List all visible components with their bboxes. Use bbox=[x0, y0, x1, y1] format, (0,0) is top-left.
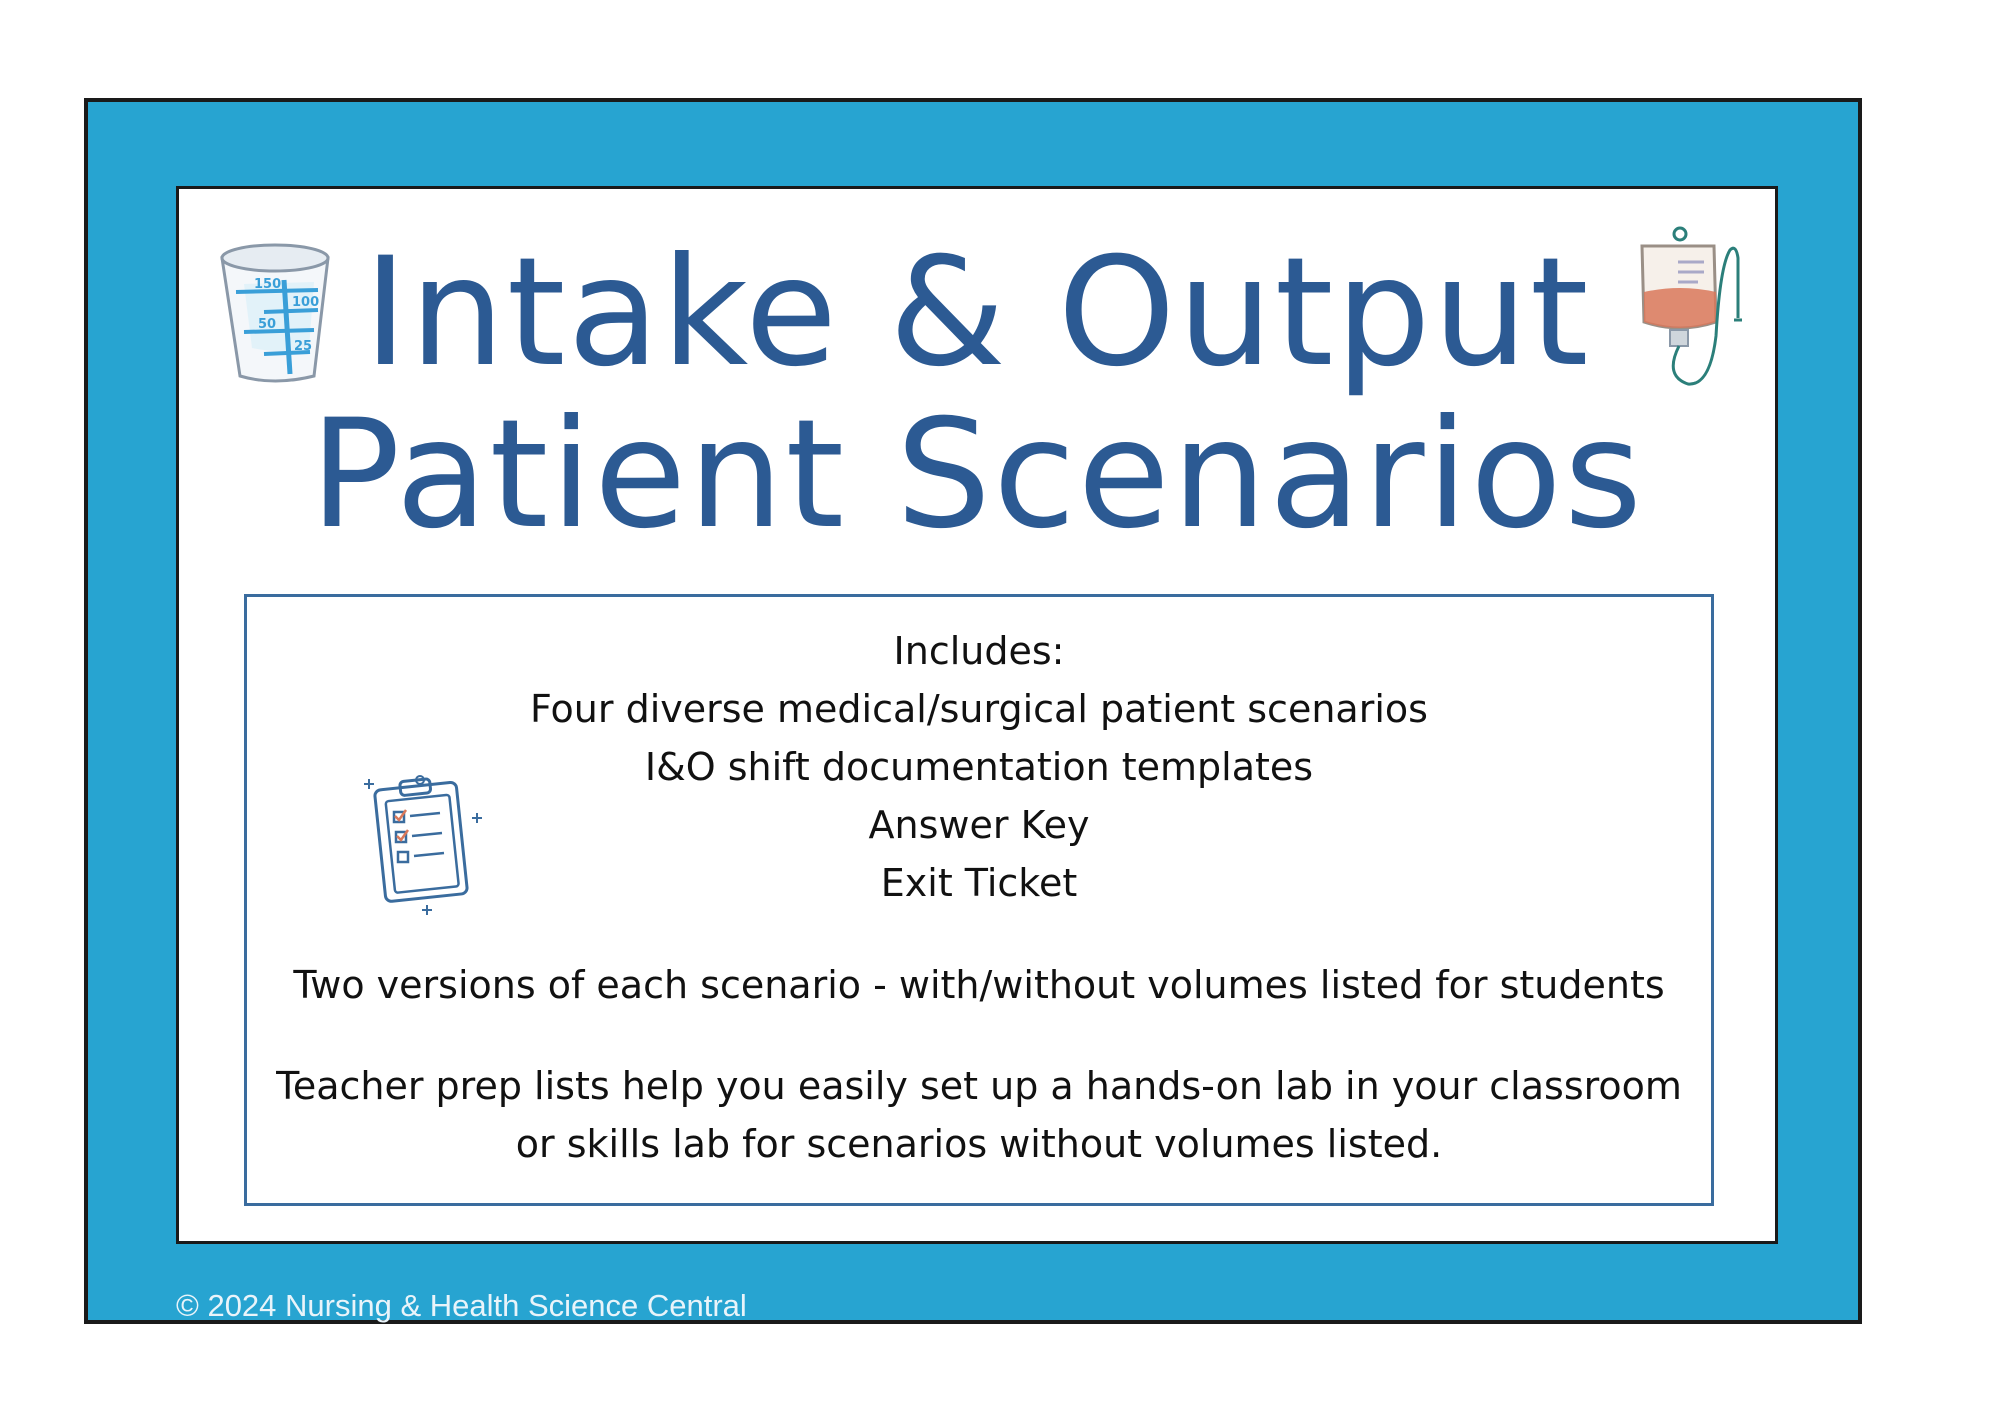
cup-mark-50: 50 bbox=[258, 317, 277, 332]
prep-note-line-1: Teacher prep lists help you easily set up a hands-on lab in your classroom bbox=[276, 1064, 1682, 1108]
cup-mark-150: 150 bbox=[254, 277, 282, 292]
includes-item-scenarios: Four diverse medical/surgical patient scenarios bbox=[530, 687, 1428, 731]
cup-mark-25: 25 bbox=[294, 339, 313, 354]
prep-note-line-2: or skills lab for scenarios without volumes listed. bbox=[515, 1122, 1443, 1166]
copyright-notice: © 2024 Nursing & Health Science Central bbox=[176, 1288, 747, 1323]
title-line-2: Patient Scenarios bbox=[309, 388, 1645, 562]
includes-item-answer-key: Answer Key bbox=[868, 803, 1090, 847]
includes-item-templates: I&O shift documentation templates bbox=[644, 745, 1314, 789]
includes-item-exit-ticket: Exit Ticket bbox=[880, 861, 1078, 905]
includes-heading: Includes: bbox=[893, 629, 1065, 673]
title-line-1: Intake & Output bbox=[363, 226, 1591, 400]
cup-mark-100: 100 bbox=[292, 295, 320, 310]
versions-note: Two versions of each scenario - with/without volumes listed for students bbox=[293, 963, 1665, 1007]
